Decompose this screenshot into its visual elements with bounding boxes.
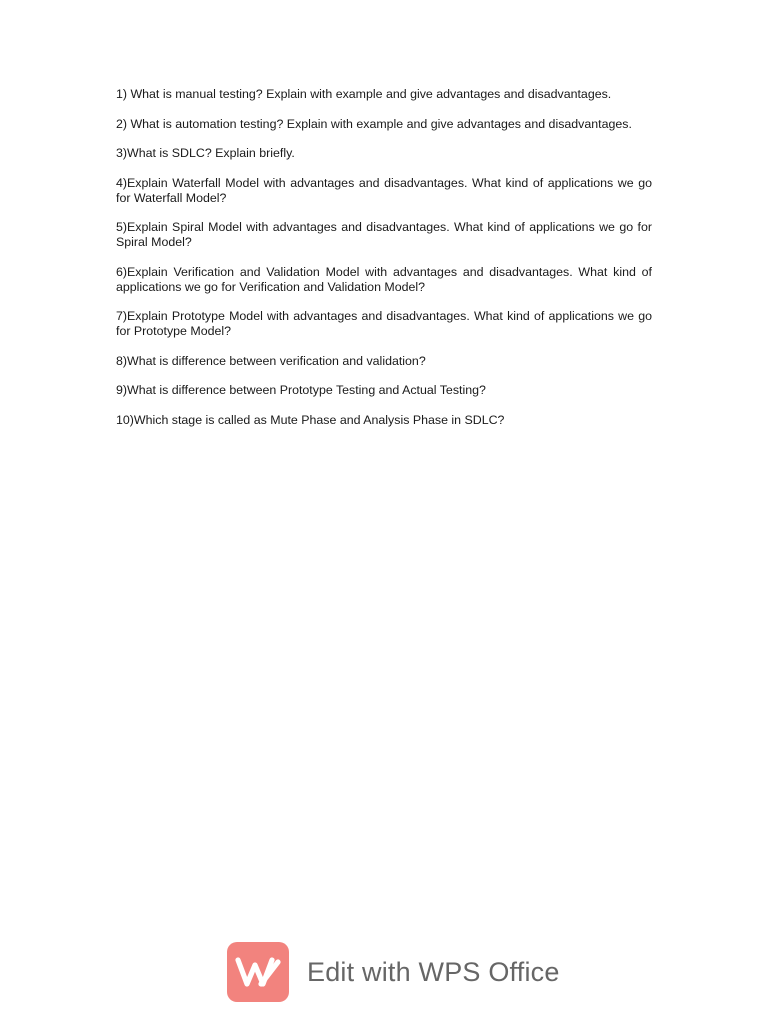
question-item: 8)What is difference between verification and validation?: [116, 353, 426, 368]
question-list: [116, 87, 652, 442]
question-item: 10)Which stage is called as Mute Phase and Analysis Phase in SDLC?: [116, 412, 505, 427]
wps-watermark[interactable]: [227, 942, 560, 1002]
wps-logo-glyph: [235, 955, 281, 989]
question-item: 6)Explain Verification and Validation Model with advantages and disadvantages. What kind of applications we go for Verification and Validation Model?: [116, 264, 652, 294]
wps-logo-icon: [227, 942, 289, 1002]
question-item: 2) What is automation testing? Explain with example and give advantages and disadvantages.: [116, 116, 632, 131]
question-item: 5)Explain Spiral Model with advantages and disadvantages. What kind of applications we go for Spiral Model?: [116, 220, 652, 249]
question-item: 3)What is SDLC? Explain briefly.: [116, 146, 295, 160]
question-item: 9)What is difference between Prototype Testing and Actual Testing?: [116, 383, 486, 397]
question-item: 4)Explain Waterfall Model with advantages and disadvantages. What kind of applications we go for Waterfall Model?: [116, 175, 652, 205]
question-item: 1) What is manual testing? Explain with example and give advantages and disadvantages.: [116, 87, 612, 101]
wps-watermark-text: Edit with WPS Office: [307, 956, 560, 987]
question-item: 7)Explain Prototype Model with advantages and disadvantages. What kind of applications we go for Prototype Model?: [116, 309, 652, 338]
